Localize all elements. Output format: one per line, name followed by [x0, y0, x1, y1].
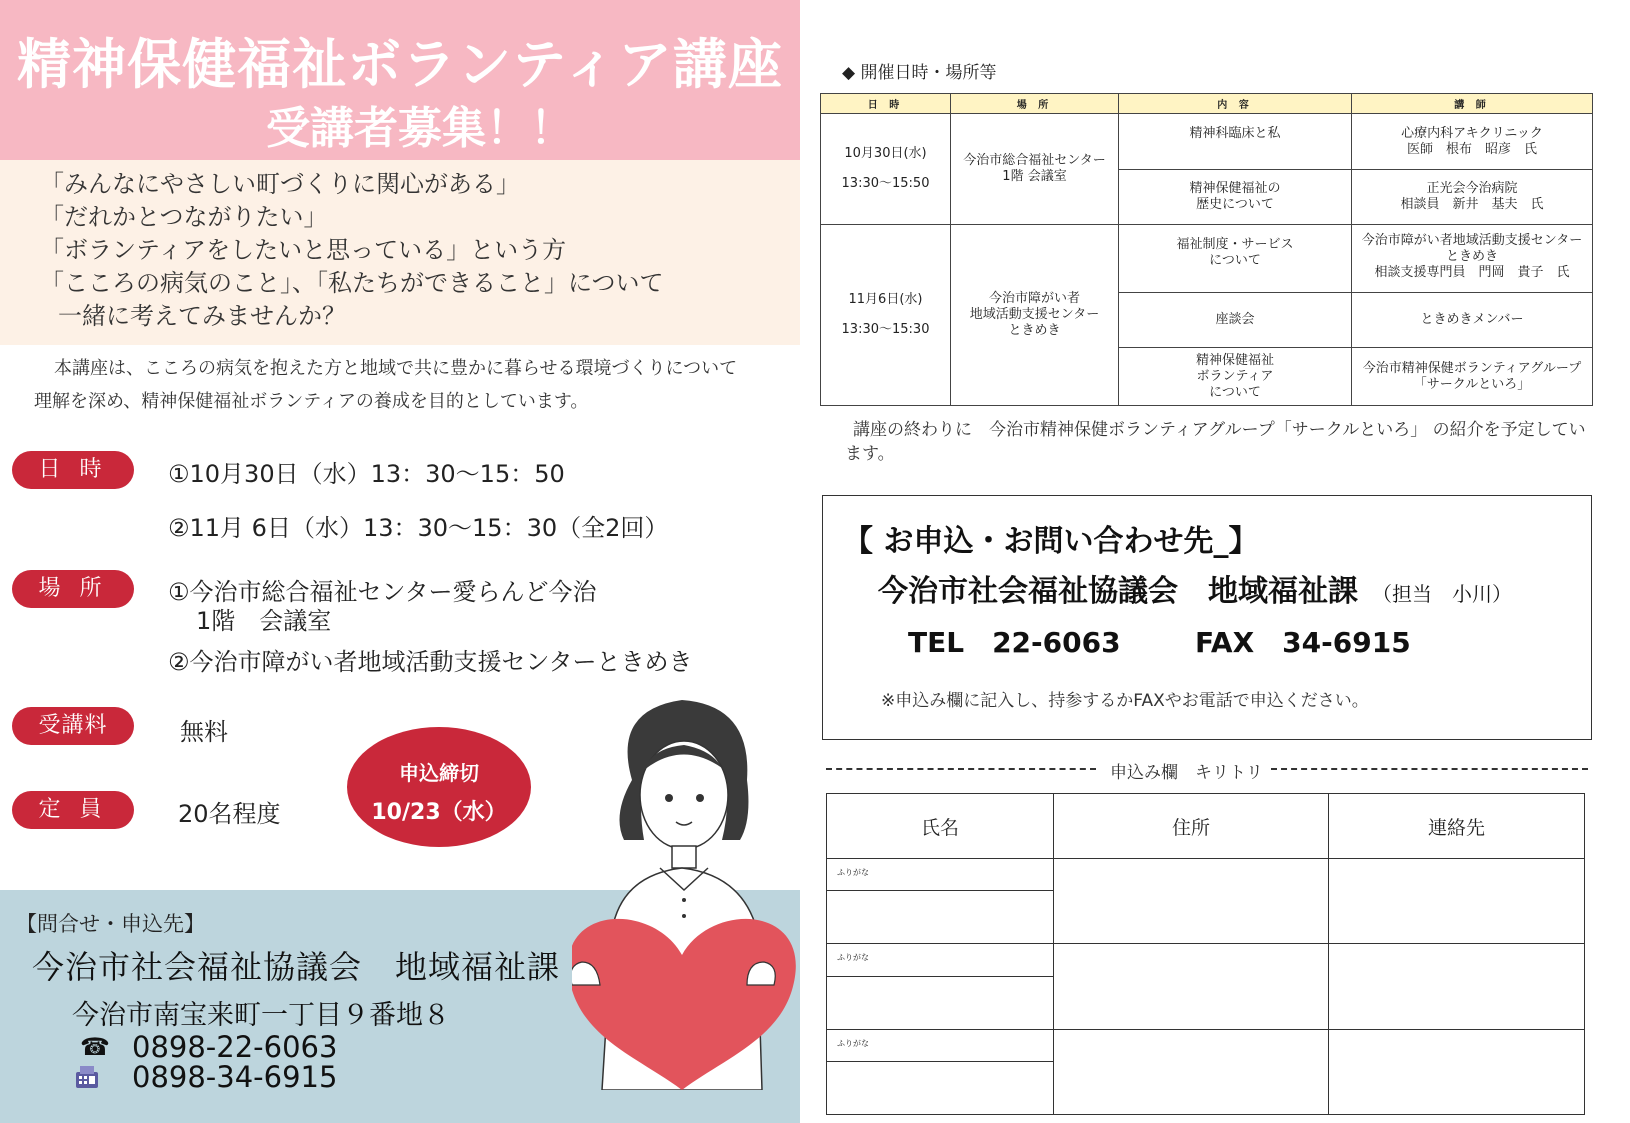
table-row: [827, 944, 1585, 976]
session1-lecturer-a: [1352, 114, 1593, 170]
name-field[interactable]: [827, 1061, 1054, 1114]
topic-line: ボランティア: [1196, 368, 1274, 384]
page-title: 精神保健福祉ボランティア講座: [17, 33, 783, 96]
date-line-2: ②11月 6日（水）13：30～15：30（全2回）: [168, 514, 669, 542]
date-label-pill: 日 時: [12, 451, 134, 489]
session2-datetime: [821, 225, 951, 406]
session1-time: 13:30～15:50: [841, 176, 930, 191]
woman-with-heart-illustration: [572, 700, 800, 1090]
capacity-label-pill: 定 員: [12, 791, 134, 829]
lecturer-line: 医師 根布 昭彦 氏: [1406, 142, 1537, 157]
table-row: [827, 859, 1585, 891]
lecturer-line: ときめき: [1445, 249, 1498, 264]
apply-note: ※申込み欄に記入し、持参するかFAXやお電話で申込ください。: [881, 691, 1369, 711]
phone-icon: ☎: [80, 1033, 110, 1061]
apply-org: [878, 566, 1512, 610]
furigana-field[interactable]: ふりがな: [827, 944, 1054, 976]
contact-address: 今治市南宝来町一丁目９番地８: [72, 1000, 450, 1031]
quote-line: 「ボランティアをしたいと思っている」という方: [40, 236, 567, 264]
schedule-note: 講座の終わりに 今治市精神保健ボランティアグループ「サークルといろ」 の紹介を予定しています。: [845, 420, 1586, 464]
session1-place: [951, 114, 1119, 225]
form-header-name: 氏名: [827, 794, 1054, 859]
name-field[interactable]: [827, 891, 1054, 944]
fee-value: 無料: [180, 718, 228, 746]
form-header-row: [827, 794, 1585, 859]
quote-line: 「こころの病気のこと」、「私たちができること」について: [40, 269, 664, 297]
application-form-table: [826, 793, 1585, 1115]
place-line-2: ②今治市障がい者地域活動支援センターときめき: [168, 648, 693, 676]
session2-time: 13:30～15:30: [841, 322, 930, 337]
contact-tel: 0898-22-6063: [132, 1030, 338, 1064]
lecturer-line: 今治市障がい者地域活動支援センター: [1361, 233, 1583, 248]
cut-line: [826, 758, 1588, 783]
place-label-pill: 場 所: [12, 570, 134, 608]
contact-fax: 0898-34-6915: [132, 1060, 338, 1094]
table-row: [821, 225, 1593, 293]
contact-field[interactable]: [1329, 944, 1585, 1029]
session2-place-line: ときめき: [1008, 323, 1061, 338]
session2-topic-d: 座談会: [1119, 293, 1352, 348]
schedule-header-date: 日 時: [821, 94, 951, 114]
session2-lecturer-e: [1352, 348, 1593, 406]
lecturer-line: 今治市精神保健ボランティアグループ: [1362, 360, 1582, 376]
quote-line: 一緒に考えてみませんか？: [58, 302, 346, 330]
topic-line: 精神保健福祉の: [1189, 181, 1281, 196]
contact-field[interactable]: [1329, 859, 1585, 944]
contact-heading: 【問合せ・申込先】: [16, 912, 205, 936]
lecturer-line: 「サークルといろ」: [1413, 376, 1531, 392]
address-field[interactable]: [1054, 944, 1329, 1029]
schedule-header-place: 場 所: [951, 94, 1119, 114]
schedule-header-row: [821, 94, 1593, 114]
name-field[interactable]: [827, 976, 1054, 1029]
deadline-date: 10/23（水）: [371, 800, 507, 825]
apply-tel: TEL 22-6063: [908, 626, 1121, 659]
apply-fax: FAX 34-6915: [1195, 626, 1411, 659]
session1-place-line: 今治市総合福祉センター: [963, 153, 1106, 168]
fee-label-pill: 受講料: [12, 707, 134, 745]
lecturer-line: 相談員 新井 基夫 氏: [1400, 197, 1544, 212]
address-field[interactable]: [1054, 1029, 1329, 1114]
deadline-badge: [347, 727, 531, 847]
furigana-field[interactable]: ふりがな: [827, 1029, 1054, 1061]
apply-contact-box: [822, 495, 1592, 740]
furigana-field[interactable]: ふりがな: [827, 859, 1054, 891]
apply-charge: （担当 小川）: [1372, 582, 1512, 606]
session1-datetime: [821, 114, 951, 225]
contact-org: 今治市社会福祉協議会 地域福祉課: [32, 948, 561, 986]
session2-topic-c: [1119, 225, 1352, 293]
table-row: [821, 114, 1593, 170]
topic-line: について: [1209, 384, 1261, 400]
session1-topic-b: [1119, 170, 1352, 225]
session1-topic-a: 精神科臨床と私: [1119, 114, 1352, 170]
lecturer-line: 正光会今治病院: [1426, 181, 1518, 196]
quote-line: 「だれかとつながりたい」: [40, 203, 328, 231]
session2-place: [951, 225, 1119, 406]
topic-line: 精神保健福祉: [1195, 352, 1274, 368]
intro-paragraph: [34, 352, 784, 418]
place-line-1b: 1階 会議室: [196, 607, 332, 635]
apply-org-name: 今治市社会福祉協議会 地域福祉課: [878, 574, 1358, 609]
cut-dash-right: [1271, 768, 1588, 770]
cut-dash-left: [826, 768, 1096, 770]
session2-place-line: 今治市障がい者: [988, 291, 1080, 306]
schedule-header-content: 内 容: [1119, 94, 1352, 114]
fax-icon: [74, 1064, 100, 1090]
session2-lecturer-c: [1352, 225, 1593, 293]
form-header-address: 住所: [1054, 794, 1329, 859]
session2-place-line: 地域活動支援センター: [969, 307, 1100, 322]
session2-lecturer-d: ときめきメンバー: [1352, 293, 1593, 348]
table-row: [827, 1029, 1585, 1061]
topic-line: 福祉制度・サービス: [1176, 237, 1294, 252]
deadline-label: 申込締切: [399, 761, 479, 785]
capacity-value: 20名程度: [178, 800, 281, 828]
lecturer-line: 相談支援専門員 門岡 貴子 氏: [1374, 265, 1570, 280]
session1-lecturer-b: [1352, 170, 1593, 225]
session1-place-line: 1階 会議室: [1002, 169, 1067, 184]
schedule-heading: ◆ 開催日時・場所等: [842, 63, 997, 83]
date-line-1: ①10月30日（水）13：30～15：50: [168, 460, 565, 488]
schedule-header-lecturer: 講 師: [1352, 94, 1593, 114]
session1-date: 10月30日(水): [844, 146, 927, 161]
topic-line: について: [1209, 253, 1261, 268]
intro-line: 本講座は、こころの病気を抱えた方と地域で共に豊かに暮らせる環境づくりについて: [54, 358, 738, 379]
session2-date: 11月6日(水): [848, 292, 923, 307]
schedule-table: [820, 93, 1593, 406]
intro-line: 理解を深め、精神保健福祉ボランティアの養成を目的としています。: [34, 391, 589, 412]
cut-label: 申込み欄 キリトリ: [1110, 763, 1263, 783]
session2-topic-e: [1119, 348, 1352, 406]
address-field[interactable]: [1054, 859, 1329, 944]
topic-line: 歴史について: [1196, 197, 1274, 212]
quote-band: [0, 160, 800, 345]
quote-line: 「みんなにやさしい町づくりに関心がある」: [40, 170, 520, 198]
lecturer-line: 心療内科アキクリニック: [1401, 126, 1543, 141]
contact-field[interactable]: [1329, 1029, 1585, 1114]
apply-heading: 【 お申込・お問い合わせ先_】: [843, 524, 1259, 559]
title-band: [0, 0, 800, 160]
place-line-1: ①今治市総合福祉センター愛らんど今治: [168, 578, 597, 606]
form-header-contact: 連絡先: [1329, 794, 1585, 859]
page-subtitle: 受講者募集！！: [266, 103, 574, 154]
